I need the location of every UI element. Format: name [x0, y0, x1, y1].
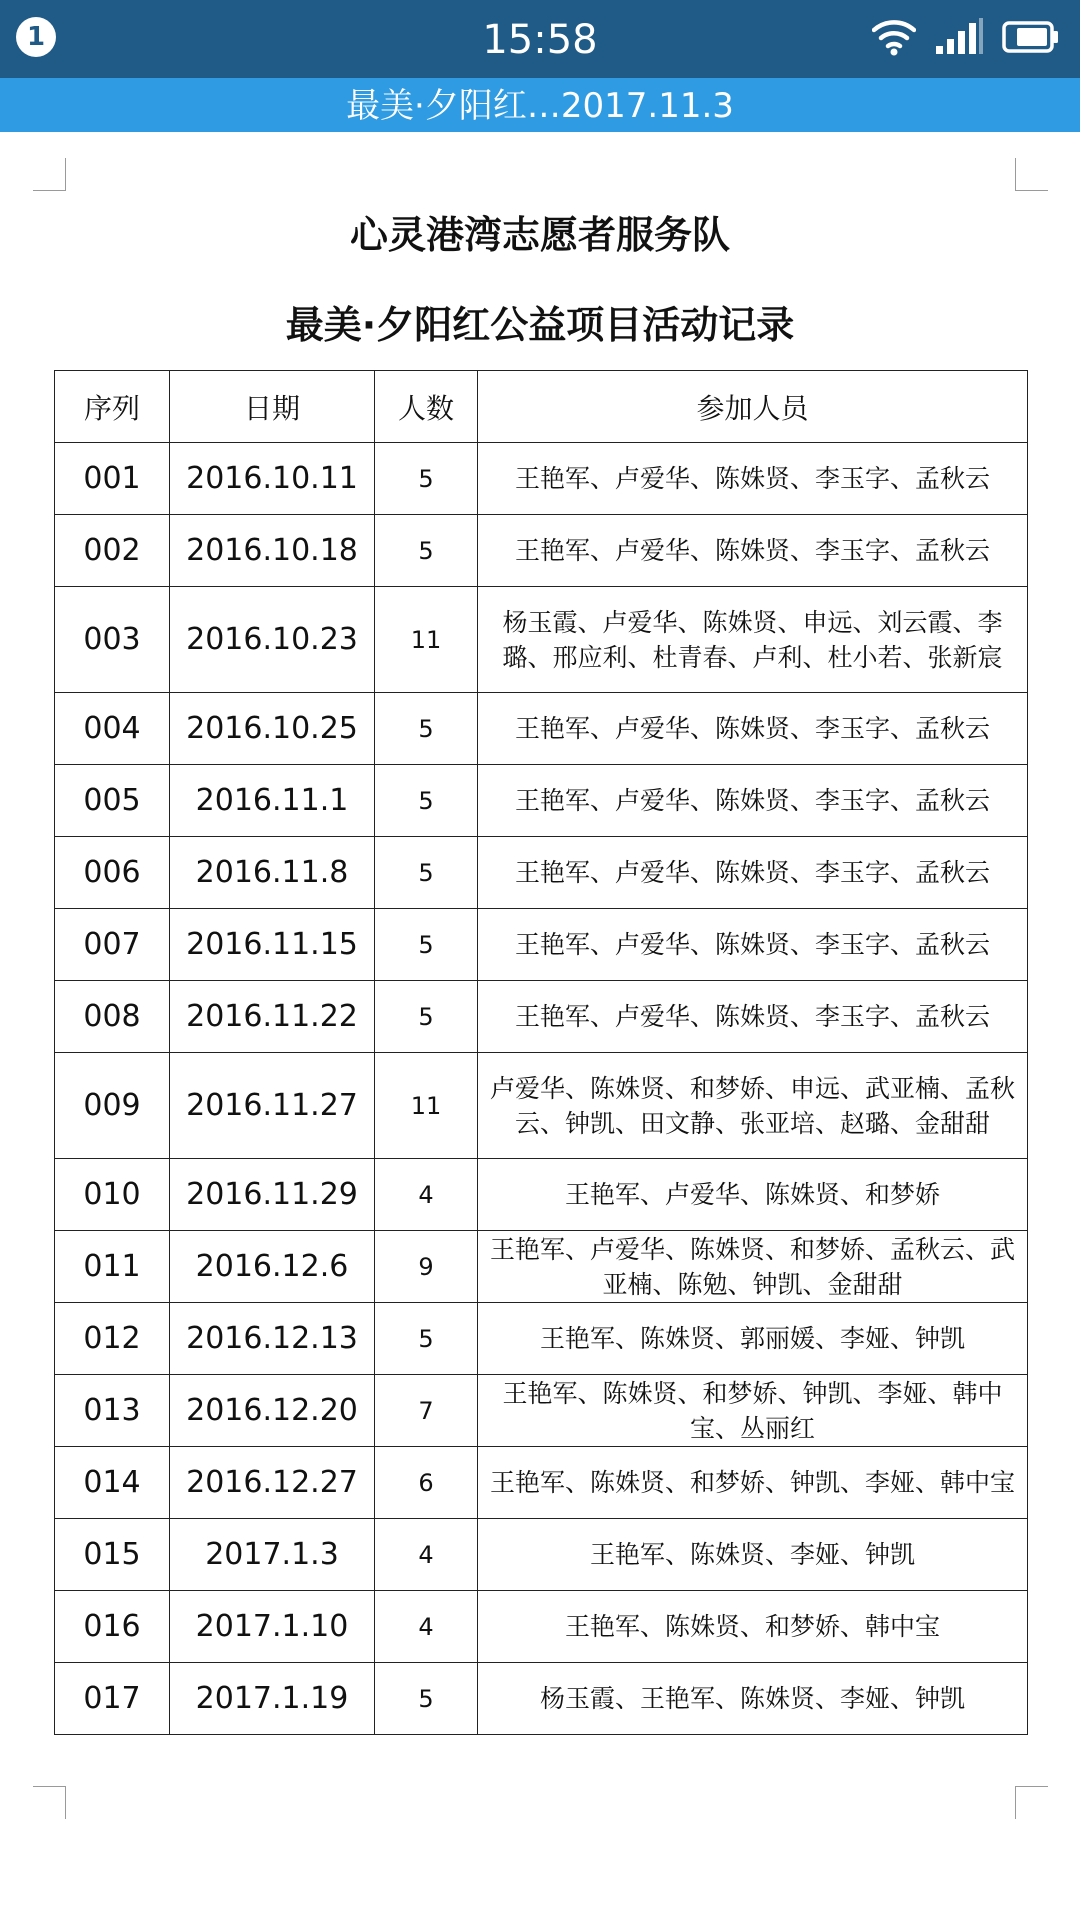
header-count: 人数 [375, 371, 478, 443]
cell-count: 5 [375, 981, 478, 1053]
cell-date: 2016.11.29 [170, 1159, 375, 1231]
cell-seq: 001 [55, 443, 170, 515]
status-bar [0, 0, 1080, 78]
cell-date: 2016.12.27 [170, 1447, 375, 1519]
table-row [55, 837, 1028, 909]
battery-icon [1002, 18, 1060, 60]
cell-seq: 014 [55, 1447, 170, 1519]
table-row [55, 981, 1028, 1053]
header-participants: 参加人员 [478, 371, 1028, 443]
cell-seq: 013 [55, 1375, 170, 1447]
cell-date: 2017.1.19 [170, 1663, 375, 1735]
document-page [0, 132, 1080, 1920]
cell-date: 2017.1.10 [170, 1591, 375, 1663]
cell-seq: 011 [55, 1231, 170, 1303]
cell-seq: 003 [55, 587, 170, 693]
cell-count: 9 [375, 1231, 478, 1303]
cell-date: 2016.10.25 [170, 693, 375, 765]
header-seq: 序列 [55, 371, 170, 443]
cell-seq: 006 [55, 837, 170, 909]
crop-mark-bottom-right [1015, 1786, 1048, 1819]
header-date: 日期 [170, 371, 375, 443]
cell-participants: 王艳军、卢爱华、陈姝贤、李玉字、孟秋云 [478, 909, 1028, 981]
crop-mark-bottom-left [33, 1786, 66, 1819]
cell-count: 5 [375, 515, 478, 587]
table-row [55, 443, 1028, 515]
cell-count: 6 [375, 1447, 478, 1519]
cell-date: 2016.10.18 [170, 515, 375, 587]
cell-participants: 杨玉霞、王艳军、陈姝贤、李娅、钟凯 [478, 1663, 1028, 1735]
document-subheading: 最美·夕阳红公益项目活动记录 [285, 303, 795, 347]
cell-seq: 016 [55, 1591, 170, 1663]
table-row [55, 1663, 1028, 1735]
cell-participants: 王艳军、卢爱华、陈姝贤、李玉字、孟秋云 [478, 837, 1028, 909]
cell-date: 2016.11.1 [170, 765, 375, 837]
wifi-icon [872, 18, 916, 60]
crop-mark-top-right [1015, 158, 1048, 191]
cell-seq: 002 [55, 515, 170, 587]
status-icons [872, 18, 1060, 60]
cell-participants: 王艳军、陈姝贤、和梦娇、钟凯、李娅、韩中宝 [478, 1447, 1028, 1519]
cell-seq: 007 [55, 909, 170, 981]
notification-badge[interactable]: 1 [16, 17, 56, 57]
cell-participants: 王艳军、卢爱华、陈姝贤、和梦娇、孟秋云、武亚楠、陈勉、钟凯、金甜甜 [478, 1231, 1028, 1303]
cell-participants: 王艳军、卢爱华、陈姝贤、李玉字、孟秋云 [478, 443, 1028, 515]
cell-count: 5 [375, 837, 478, 909]
cell-date: 2016.10.23 [170, 587, 375, 693]
cell-count: 5 [375, 909, 478, 981]
cell-participants: 王艳军、陈姝贤、郭丽媛、李娅、钟凯 [478, 1303, 1028, 1375]
cell-count: 5 [375, 1663, 478, 1735]
cell-participants: 杨玉霞、卢爱华、陈姝贤、申远、刘云霞、李璐、邢应利、杜青春、卢利、杜小若、张新宸 [478, 587, 1028, 693]
table-row [55, 515, 1028, 587]
cell-date: 2016.11.27 [170, 1053, 375, 1159]
cell-participants: 卢爱华、陈姝贤、和梦娇、申远、武亚楠、孟秋云、钟凯、田文静、张亚培、赵璐、金甜甜 [478, 1053, 1028, 1159]
cell-participants: 王艳军、卢爱华、陈姝贤、李玉字、孟秋云 [478, 981, 1028, 1053]
cell-seq: 010 [55, 1159, 170, 1231]
table-row [55, 1591, 1028, 1663]
cell-participants: 王艳军、陈姝贤、和梦娇、钟凯、李娅、韩中宝、丛丽红 [478, 1375, 1028, 1447]
cell-seq: 015 [55, 1519, 170, 1591]
table-row [55, 1231, 1028, 1303]
cell-participants: 王艳军、陈姝贤、李娅、钟凯 [478, 1519, 1028, 1591]
table-row [55, 1053, 1028, 1159]
cell-participants: 王艳军、陈姝贤、和梦娇、韩中宝 [478, 1591, 1028, 1663]
status-time: 15:58 [482, 17, 598, 63]
table-row [55, 1375, 1028, 1447]
cell-participants: 王艳军、卢爱华、陈姝贤、和梦娇 [478, 1159, 1028, 1231]
cellular-signal-icon [934, 18, 984, 60]
cell-date: 2017.1.3 [170, 1519, 375, 1591]
document-heading: 心灵港湾志愿者服务队 [349, 213, 730, 257]
cell-date: 2016.12.6 [170, 1231, 375, 1303]
cell-count: 5 [375, 765, 478, 837]
table-header-row [55, 371, 1028, 443]
cell-participants: 王艳军、卢爱华、陈姝贤、李玉字、孟秋云 [478, 515, 1028, 587]
activity-records-table [54, 370, 1028, 1735]
table-row [55, 1303, 1028, 1375]
cell-seq: 017 [55, 1663, 170, 1735]
cell-seq: 005 [55, 765, 170, 837]
cell-count: 11 [375, 1053, 478, 1159]
cell-seq: 004 [55, 693, 170, 765]
cell-count: 5 [375, 693, 478, 765]
document-title-bar: 最美·夕阳红…2017.11.3 [0, 78, 1080, 132]
table-row [55, 1159, 1028, 1231]
cell-count: 4 [375, 1159, 478, 1231]
cell-seq: 009 [55, 1053, 170, 1159]
table-row [55, 1447, 1028, 1519]
cell-seq: 012 [55, 1303, 170, 1375]
crop-mark-top-left [33, 158, 66, 191]
cell-participants: 王艳军、卢爱华、陈姝贤、李玉字、孟秋云 [478, 693, 1028, 765]
cell-date: 2016.10.11 [170, 443, 375, 515]
cell-count: 5 [375, 443, 478, 515]
cell-participants: 王艳军、卢爱华、陈姝贤、李玉字、孟秋云 [478, 765, 1028, 837]
cell-date: 2016.11.15 [170, 909, 375, 981]
cell-count: 4 [375, 1591, 478, 1663]
cell-date: 2016.11.8 [170, 837, 375, 909]
cell-count: 5 [375, 1303, 478, 1375]
table-row [55, 693, 1028, 765]
cell-date: 2016.12.13 [170, 1303, 375, 1375]
cell-seq: 008 [55, 981, 170, 1053]
table-row [55, 1519, 1028, 1591]
cell-date: 2016.12.20 [170, 1375, 375, 1447]
cell-count: 11 [375, 587, 478, 693]
cell-date: 2016.11.22 [170, 981, 375, 1053]
cell-count: 4 [375, 1519, 478, 1591]
table-row [55, 765, 1028, 837]
cell-count: 7 [375, 1375, 478, 1447]
table-row [55, 587, 1028, 693]
table-row [55, 909, 1028, 981]
